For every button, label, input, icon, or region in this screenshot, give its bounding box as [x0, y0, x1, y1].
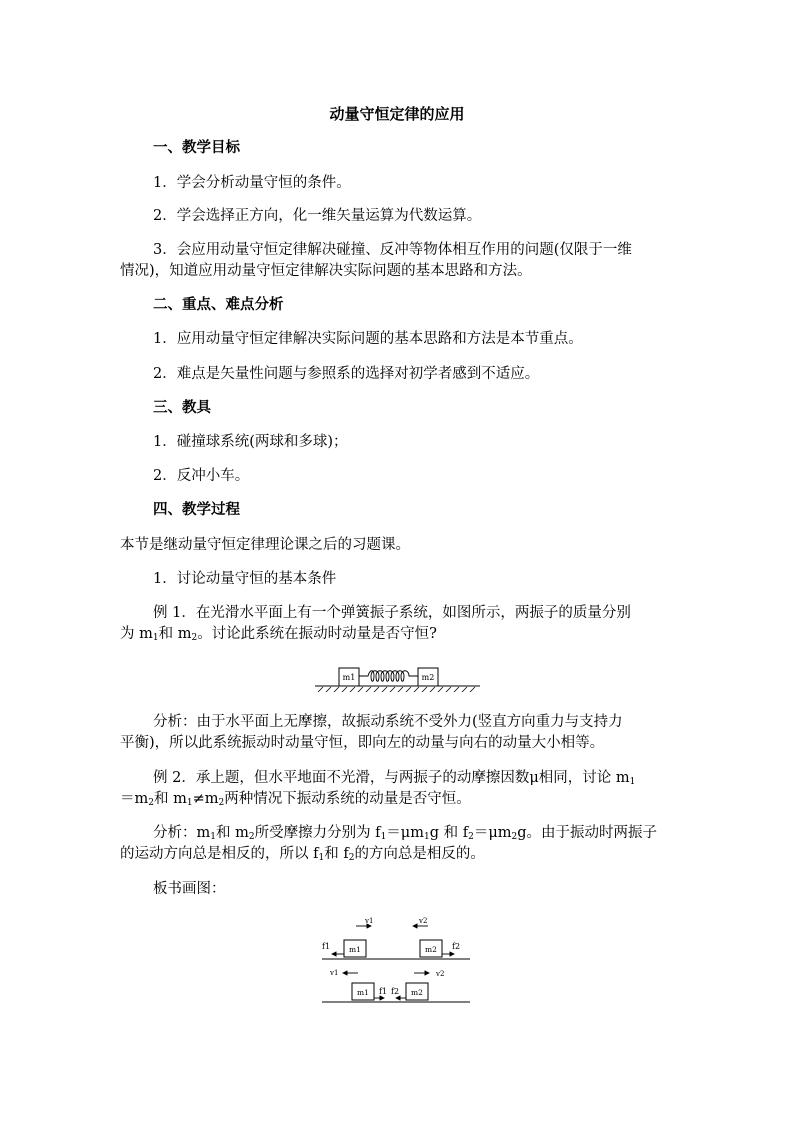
- analysis-1-line1: 分析：由于水平面上无摩擦，故振动系统不受外力(竖直方向重力与支持力: [153, 714, 623, 730]
- analysis-2-line2: 的运动方向总是相反的，所以 $f_1$和 $f_2$的方向总是相反的。: [120, 846, 485, 863]
- example-2-line1: 例 2．承上题，但水平地面不光滑，与两振子的动摩擦因数μ相同，讨论 $m_1$: [153, 770, 636, 787]
- block-m2-label: m2: [421, 673, 435, 682]
- example-1-line2: 为 $m_1$和 $m_2$。讨论此系统在振动时动量是否守恒?: [120, 626, 437, 643]
- label-v1-top: v1: [365, 917, 374, 925]
- label-f1-bottom: f1: [379, 987, 388, 996]
- friction-diagram-figure: [318, 908, 474, 1006]
- analysis-2-line1: 分析：$m_1$和 $m_2$所受摩擦力分别为 $f_1=\mu m_1g$ 和 $f_2=\mu m_2g$。由于振动时两振子: [153, 825, 658, 842]
- label-v2-top: v2: [419, 917, 428, 925]
- label-m2-bottom: m2: [411, 988, 423, 997]
- label-m2-top: m2: [425, 945, 437, 954]
- label-f1-top: f1: [322, 942, 331, 951]
- page-title: 动量守恒定律的应用: [329, 105, 465, 123]
- example-1-line1: 例 1．在光滑水平面上有一个弹簧振子系统，如图所示，两振子的质量分别: [153, 605, 631, 621]
- tool-item-1: 1．碰撞球系统(两球和多球)；: [153, 434, 348, 450]
- block-m1-label: m1: [342, 673, 356, 682]
- label-f2-top: f2: [452, 942, 461, 951]
- spring: [359, 671, 418, 682]
- section-heading-tools: 三、教具: [153, 400, 211, 416]
- tool-item-2: 2．反冲小车。: [153, 468, 250, 484]
- analysis-1-line2: 平衡)，所以此系统振动时动量守恒，即向左的动量与向右的动量大小相等。: [120, 735, 605, 751]
- label-m1-bottom: m1: [357, 988, 369, 997]
- keypoint-item-2: 2．难点是矢量性问题与参照系的选择对初学者感到不适应。: [153, 366, 540, 382]
- section-heading-keypoints: 二、重点、难点分析: [153, 297, 284, 313]
- section-heading-process: 四、教学过程: [153, 502, 240, 518]
- process-intro: 本节是继动量守恒定律理论课之后的习题课。: [120, 537, 410, 553]
- objective-item-2: 2．学会选择正方向，化一维矢量运算为代数运算。: [153, 208, 482, 224]
- label-f2-bottom: f2: [391, 987, 400, 996]
- label-v1-bottom: v1: [330, 969, 339, 977]
- keypoint-item-1: 1．应用动量守恒定律解决实际问题的基本思路和方法是本节重点。: [153, 331, 583, 347]
- spring-oscillator-figure: [310, 660, 485, 694]
- objective-item-3-line2: 情况)，知道应用动量守恒定律解决实际问题的基本思路和方法。: [120, 263, 532, 279]
- label-m1-top: m1: [349, 945, 361, 954]
- label-v2-bottom: v2: [436, 970, 445, 978]
- objective-item-1: 1．学会分析动量守恒的条件。: [153, 175, 351, 191]
- section-heading-objectives: 一、教学目标: [153, 140, 240, 156]
- process-subheading-1: 1．讨论动量守恒的基本条件: [153, 571, 337, 587]
- objective-item-3-line1: 3．会应用动量守恒定律解决碰撞、反冲等物体相互作用的问题(仅限于一维: [153, 242, 632, 258]
- board-drawing-label: 板书画图：: [153, 881, 226, 897]
- example-2-line2: $=m_2$和 $m_1\ne m_2$两种情况下振动系统的动量是否守恒。: [120, 791, 471, 808]
